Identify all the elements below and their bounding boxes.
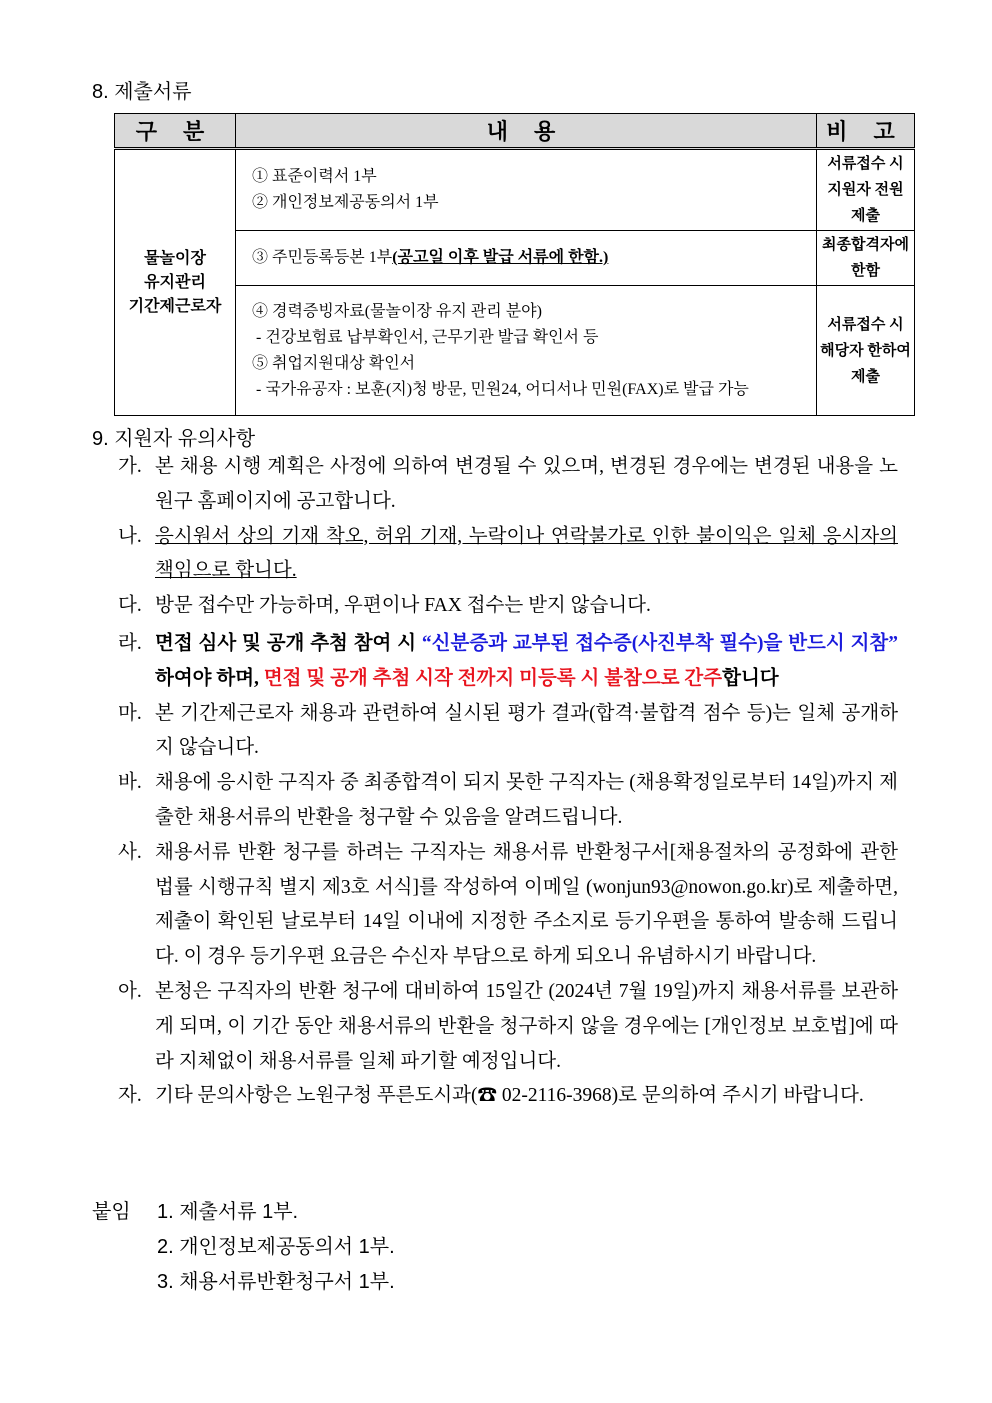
category-line: 기간제근로자 — [128, 297, 222, 315]
note-line: 최종합격자에 — [822, 237, 909, 253]
documents-table — [114, 113, 915, 416]
item-text: 본 채용 시행 계획은 사정에 의하여 변경될 수 있으며, 변경된 경우에는 변경된 내용을 노원구 홈페이지에 공고합니다. — [155, 456, 898, 512]
category-line: 유지관리 — [144, 273, 206, 291]
header-category: 구 분 — [115, 114, 236, 149]
list-item — [118, 697, 898, 767]
highlight-red: 면접 및 공개 추첨 시작 전까지 미등록 시 불참으로 간주 — [263, 667, 723, 689]
section-9-title: 9. 지원자 유의사항 — [92, 428, 256, 450]
attachments — [92, 1195, 395, 1300]
list-item — [118, 836, 898, 975]
list-item — [118, 589, 898, 624]
header-note: 비 고 — [817, 114, 915, 149]
item-text: 응시원서 상의 기재 착오, 허위 기재, 누락이나 연락불가로 인한 불이익은 일체 응시자의 책임으로 합니다. — [155, 525, 898, 582]
section-8-title: 8. 제출서류 — [92, 81, 192, 103]
note-line: 해당자 한하여 — [820, 342, 911, 359]
note-line: 서류접수 시 — [827, 156, 904, 172]
item-label: 자. — [118, 1085, 142, 1107]
content-cell — [236, 231, 817, 286]
content-cell — [236, 286, 817, 416]
item-text: 본청은 구직자의 반환 청구에 대비하여 15일간 (2024년 7월 19일)까지 채용서류를 보관하게 되며, 이 기간 동안 채용서류의 반환을 청구하지 않을 경우에는 [개인정보 보호법]에 따라 지체없이 채용서류를 일체 파기할 예정입니다. — [155, 980, 898, 1072]
content-line: ④ 경력증빙자료(물놀이장 유지 관리 분야) — [252, 302, 542, 320]
item-label: 다. — [118, 595, 142, 617]
content-line: - 건강보험료 납부확인서, 근무기관 발급 확인서 등 — [252, 328, 599, 346]
list-item — [118, 627, 898, 697]
list-item — [118, 766, 898, 836]
item-text: 합니다 — [722, 667, 779, 689]
item-text: 기타 문의사항은 노원구청 푸른도시과(☎ 02-2116-3968)로 문의하여 주시기 바랍니다. — [155, 1085, 864, 1107]
item-text: 방문 접수만 가능하며, 우편이나 FAX 접수는 받지 않습니다. — [155, 595, 651, 617]
item-text: 본 기간제근로자 채용과 관련하여 실시된 평가 결과(합격·불합격 점수 등)는 일체 공개하지 않습니다. — [155, 702, 898, 759]
item-label: 바. — [118, 772, 142, 794]
note-line: 제출 — [851, 208, 880, 224]
list-item — [118, 1079, 898, 1114]
attachment-item: 1. 제출서류 1부. — [157, 1201, 299, 1223]
list-item — [118, 975, 898, 1079]
item-label: 가. — [118, 456, 142, 477]
note-cell — [817, 149, 915, 231]
category-cell — [115, 149, 236, 416]
content-line: ⑤ 취업지원대상 확인서 — [252, 354, 416, 372]
item-label: 사. — [118, 841, 142, 863]
item-text: 채용서류 반환 청구를 하려는 구직자는 채용서류 반환청구서[채용절차의 공정화에 관한 법률 시행규칙 별지 제3호 서식]를 작성하여 이메일 (wonjun93@nowon.go.kr)로 제출하면, 제출이 확인된 날로부터 14일 이내에 지정한 주소지로 등기우편을 통하여 발송해 드립니다. 이 경우 등기우편 요금은 수신자 부담으로 하게 되오니 유념하시기 바랍니다. — [155, 841, 898, 968]
content-line: - 국가유공자 : 보훈(지)청 방문, 민원24, 어디서나 민원(FAX)로 발급 가능 — [252, 380, 749, 398]
header-content: 내 용 — [236, 114, 817, 149]
notice-list — [118, 450, 898, 1114]
table-header — [115, 114, 915, 149]
item-label: 마. — [118, 702, 142, 724]
content-line: ② 개인정보제공동의서 1부 — [252, 194, 439, 211]
item-label: 나. — [118, 525, 142, 547]
item-label: 아. — [118, 980, 142, 1002]
attachment-item: 2. 개인정보제공동의서 1부. — [157, 1236, 395, 1258]
list-item — [118, 450, 898, 520]
note-line: 지원자 전원 — [827, 182, 904, 198]
content-cell — [236, 149, 817, 231]
content-line: ③ 주민등록등본 1부 — [252, 249, 393, 266]
content-line: ① 표준이력서 1부 — [252, 168, 377, 185]
item-text: 하여야 하며, — [155, 667, 264, 689]
underlined-note: (공고일 이후 발급 서류에 한함.) — [392, 249, 609, 266]
attachment-item: 3. 채용서류반환청구서 1부. — [157, 1271, 395, 1293]
category-line: 물놀이장 — [144, 249, 206, 267]
item-text: 면접 심사 및 공개 추첨 참여 시 — [155, 632, 422, 654]
item-label: 라. — [118, 632, 142, 654]
table-row — [115, 149, 915, 231]
list-item — [118, 520, 898, 590]
note-cell — [817, 231, 915, 286]
note-cell — [817, 286, 915, 416]
attachments-label: 붙임 — [92, 1201, 131, 1223]
note-line: 제출 — [851, 368, 880, 385]
note-line: 한함 — [851, 263, 880, 279]
note-line: 서류접수 시 — [827, 316, 904, 333]
highlight-blue: “신분증과 교부된 접수증(사진부착 필수)을 반드시 지참” — [421, 632, 898, 654]
item-text: 채용에 응시한 구직자 중 최종합격이 되지 못한 구직자는 (채용확정일로부터 14일)까지 제출한 채용서류의 반환을 청구할 수 있음을 알려드립니다. — [155, 772, 898, 828]
